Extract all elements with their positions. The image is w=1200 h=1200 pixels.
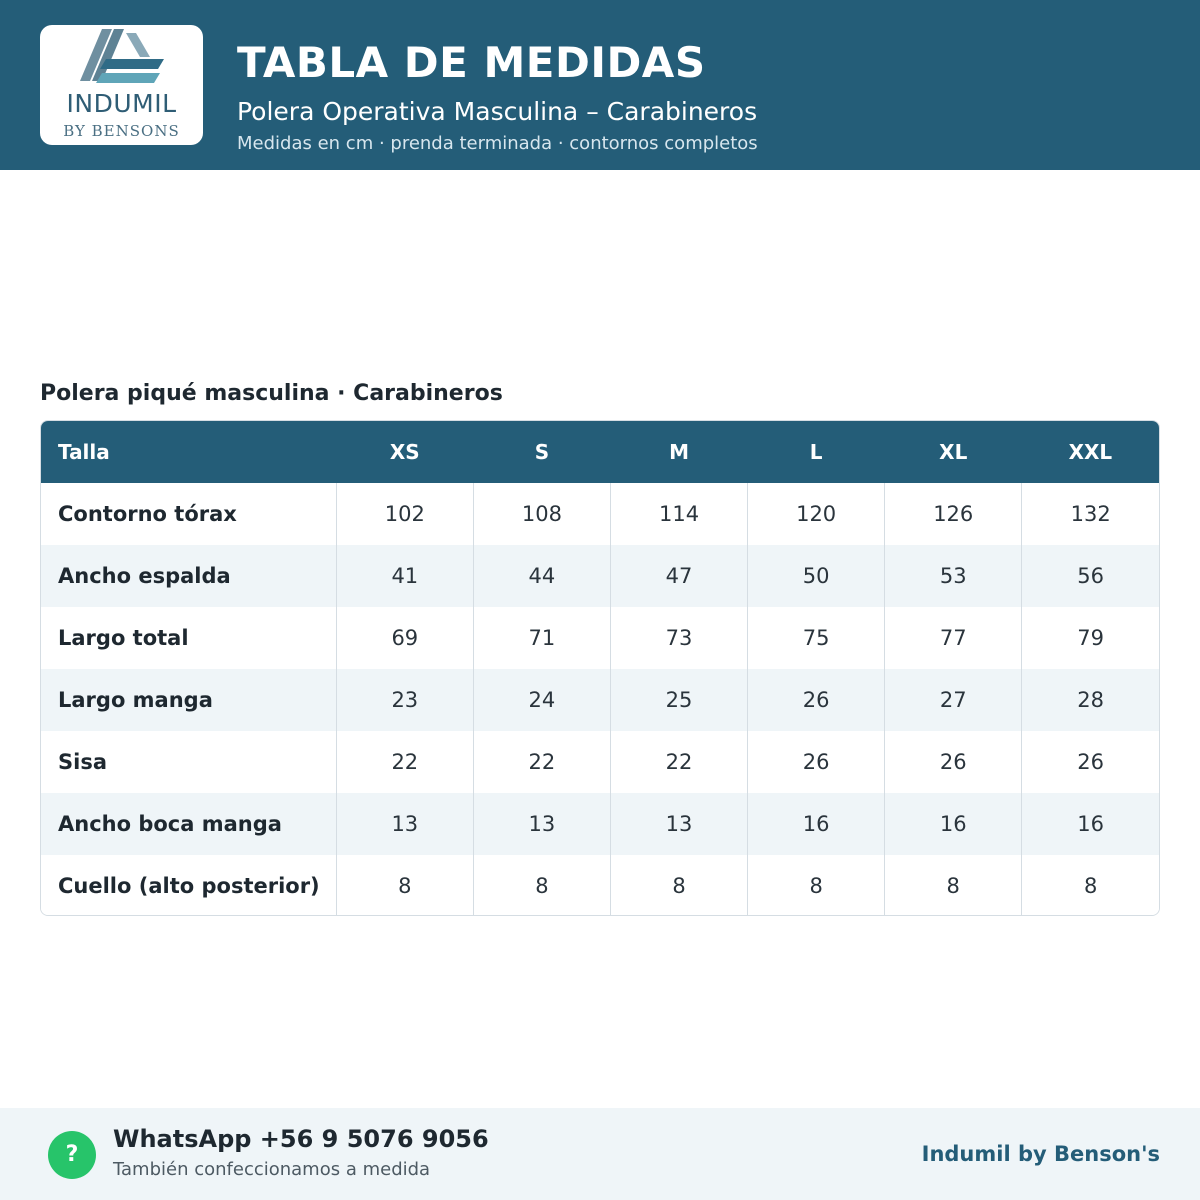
logo-sub: BY BENSONS xyxy=(63,122,180,140)
row-label: Largo total xyxy=(58,626,189,650)
footer-brand: Indumil by Benson's xyxy=(921,1142,1160,1166)
table-header-row xyxy=(41,421,1159,483)
table-row xyxy=(41,669,1159,731)
table-cell: 56 xyxy=(1022,545,1159,607)
table-cell: 41 xyxy=(336,545,473,607)
footer-tagline: También confeccionamos a medida xyxy=(113,1159,431,1180)
page-title: TABLA DE MEDIDAS xyxy=(237,38,706,87)
footer-bar xyxy=(0,1108,1200,1200)
table-cell: 16 xyxy=(748,793,885,855)
table-cell: 25 xyxy=(610,669,747,731)
header-cell-size: XL xyxy=(939,440,968,464)
brand-logo xyxy=(40,25,203,145)
table-cell: 8 xyxy=(473,855,610,916)
table-cell: 26 xyxy=(1022,731,1159,793)
size-table xyxy=(40,420,1160,916)
header-banner xyxy=(0,0,1200,170)
table-cell: 22 xyxy=(336,731,473,793)
table-cell: 22 xyxy=(610,731,747,793)
table-cell: 71 xyxy=(473,607,610,669)
table-row xyxy=(41,793,1159,855)
table-cell: 28 xyxy=(1022,669,1159,731)
header-cell-size: XS xyxy=(389,440,420,464)
page-subtitle: Polera Operativa Masculina – Carabineros xyxy=(237,97,758,126)
row-label: Ancho espalda xyxy=(58,564,231,588)
table-cell: 8 xyxy=(885,855,1022,916)
row-label: Cuello (alto posterior) xyxy=(58,874,320,898)
table-row xyxy=(41,731,1159,793)
table-cell: 16 xyxy=(885,793,1022,855)
table-cell: 8 xyxy=(1022,855,1159,916)
table-cell: 8 xyxy=(336,855,473,916)
table-cell: 26 xyxy=(748,731,885,793)
indumil-logo-icon xyxy=(80,29,164,91)
table-cell: 69 xyxy=(336,607,473,669)
table-row xyxy=(41,545,1159,607)
table-row xyxy=(41,607,1159,669)
header-cell-talla: Talla xyxy=(58,440,110,464)
section-title: Polera piqué masculina · Carabineros xyxy=(40,381,503,406)
table-row xyxy=(41,855,1159,916)
table-cell: 53 xyxy=(885,545,1022,607)
table-cell: 13 xyxy=(336,793,473,855)
row-label: Sisa xyxy=(58,750,107,774)
table-cell: 27 xyxy=(885,669,1022,731)
table-cell: 8 xyxy=(748,855,885,916)
table-cell: 102 xyxy=(336,483,473,545)
whatsapp-contact[interactable]: WhatsApp +56 9 5076 9056 xyxy=(113,1125,489,1153)
table-cell: 75 xyxy=(748,607,885,669)
table-cell: 50 xyxy=(748,545,885,607)
row-label: Ancho boca manga xyxy=(58,812,282,836)
table-cell: 79 xyxy=(1022,607,1159,669)
table-cell: 22 xyxy=(473,731,610,793)
row-label: Contorno tórax xyxy=(58,502,237,526)
table-cell: 73 xyxy=(610,607,747,669)
table-row xyxy=(41,483,1159,545)
table-cell: 13 xyxy=(610,793,747,855)
header-cell-size: L xyxy=(809,440,823,464)
table-cell: 120 xyxy=(748,483,885,545)
logo-name: INDUMIL xyxy=(66,89,177,118)
table-cell: 26 xyxy=(885,731,1022,793)
header-cell-size: S xyxy=(534,440,550,464)
whatsapp-icon[interactable]: ? xyxy=(48,1131,96,1179)
header-cell-size: XXL xyxy=(1068,440,1113,464)
table-cell: 132 xyxy=(1022,483,1159,545)
table-cell: 47 xyxy=(610,545,747,607)
table-cell: 23 xyxy=(336,669,473,731)
row-label: Largo manga xyxy=(58,688,213,712)
table-cell: 26 xyxy=(748,669,885,731)
table-cell: 16 xyxy=(1022,793,1159,855)
table-cell: 8 xyxy=(610,855,747,916)
table-cell: 126 xyxy=(885,483,1022,545)
measurement-note: Medidas en cm · prenda terminada · contornos completos xyxy=(237,133,758,154)
table-cell: 114 xyxy=(610,483,747,545)
table-cell: 24 xyxy=(473,669,610,731)
table-cell: 44 xyxy=(473,545,610,607)
table-cell: 108 xyxy=(473,483,610,545)
table-cell: 77 xyxy=(885,607,1022,669)
header-cell-size: M xyxy=(669,440,689,464)
table-cell: 13 xyxy=(473,793,610,855)
